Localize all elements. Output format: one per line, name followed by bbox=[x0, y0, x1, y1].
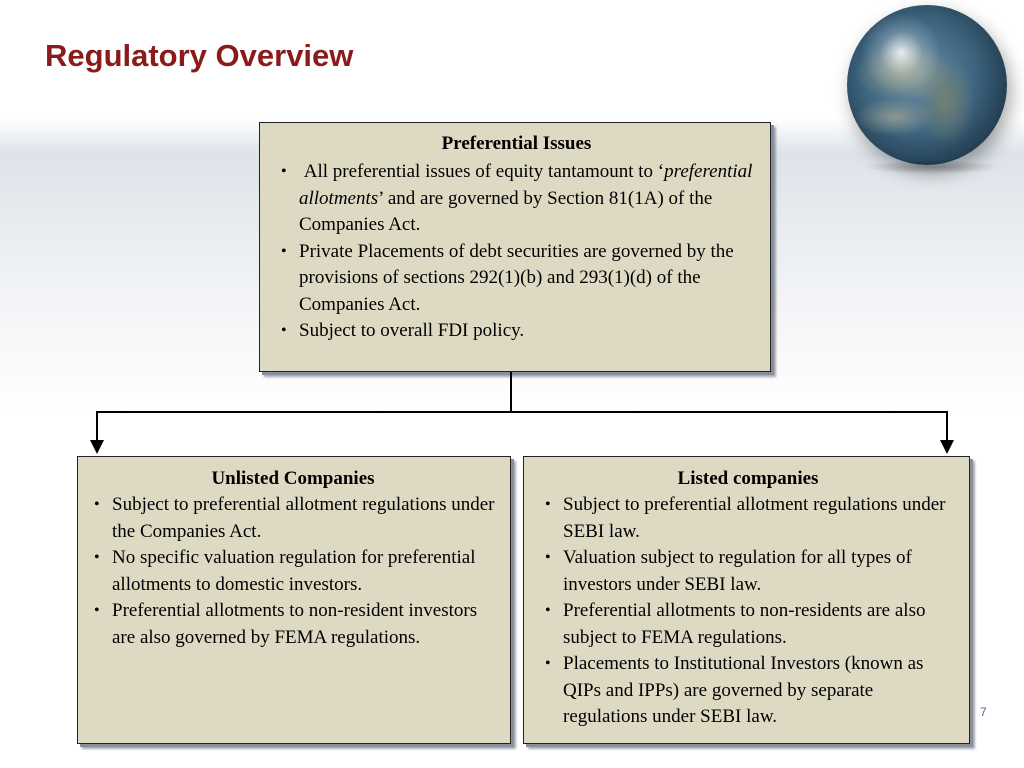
globe-image bbox=[847, 5, 1007, 165]
unlisted-companies-box bbox=[77, 456, 511, 744]
list-item: • Subject to preferential allotment regulations under the Companies Act. bbox=[90, 492, 496, 545]
slide-title: Regulatory Overview bbox=[45, 38, 354, 73]
page-number: 7 bbox=[980, 705, 987, 719]
listed-companies-box bbox=[523, 456, 970, 744]
item-text-end: ’ and are governed by Section 81(1A) of the Companies Act. bbox=[299, 187, 713, 235]
list-item: • Preferential allotments to non-resident investors are also governed by FEMA regulations. bbox=[90, 598, 496, 651]
unlisted-companies-list bbox=[90, 492, 496, 651]
unlisted-companies-heading: Unlisted Companies bbox=[211, 468, 375, 489]
connector-right-drop bbox=[946, 411, 948, 441]
list-item bbox=[277, 159, 756, 239]
list-item: • No specific valuation regulation for preferential allotments to domestic investors. bbox=[90, 545, 496, 598]
arrow-down-icon bbox=[90, 440, 104, 454]
preferential-issues-list bbox=[277, 159, 756, 345]
preferential-issues-heading: Preferential Issues bbox=[441, 133, 592, 154]
item-text-italic: preferential allotments bbox=[299, 161, 753, 209]
preferential-issues-box bbox=[259, 122, 771, 372]
list-item: • Subject to overall FDI policy. bbox=[277, 318, 756, 345]
list-item: • Placements to Institutional Investors (known as QIPs and IPPs) are governed by separate regulations under SEBI law. bbox=[541, 651, 955, 731]
list-item: • Private Placements of debt securities are governed by the provisions of sections 292(1)(b) and 293(1)(d) of the Companies Act. bbox=[277, 239, 756, 319]
listed-companies-list bbox=[541, 492, 955, 731]
connector-left-drop bbox=[96, 411, 98, 441]
connector-horizontal bbox=[96, 411, 948, 413]
arrow-down-icon bbox=[940, 440, 954, 454]
globe-shadow bbox=[862, 160, 1002, 174]
list-item: • Valuation subject to regulation for all types of investors under SEBI law. bbox=[541, 545, 955, 598]
connector-vertical-top bbox=[510, 372, 512, 412]
listed-companies-heading: Listed companies bbox=[677, 468, 819, 489]
item-text-start: All preferential issues of equity tantamount to ‘ bbox=[299, 161, 665, 182]
list-item: • Preferential allotments to non-residents are also subject to FEMA regulations. bbox=[541, 598, 955, 651]
list-item: • Subject to preferential allotment regulations under SEBI law. bbox=[541, 492, 955, 545]
